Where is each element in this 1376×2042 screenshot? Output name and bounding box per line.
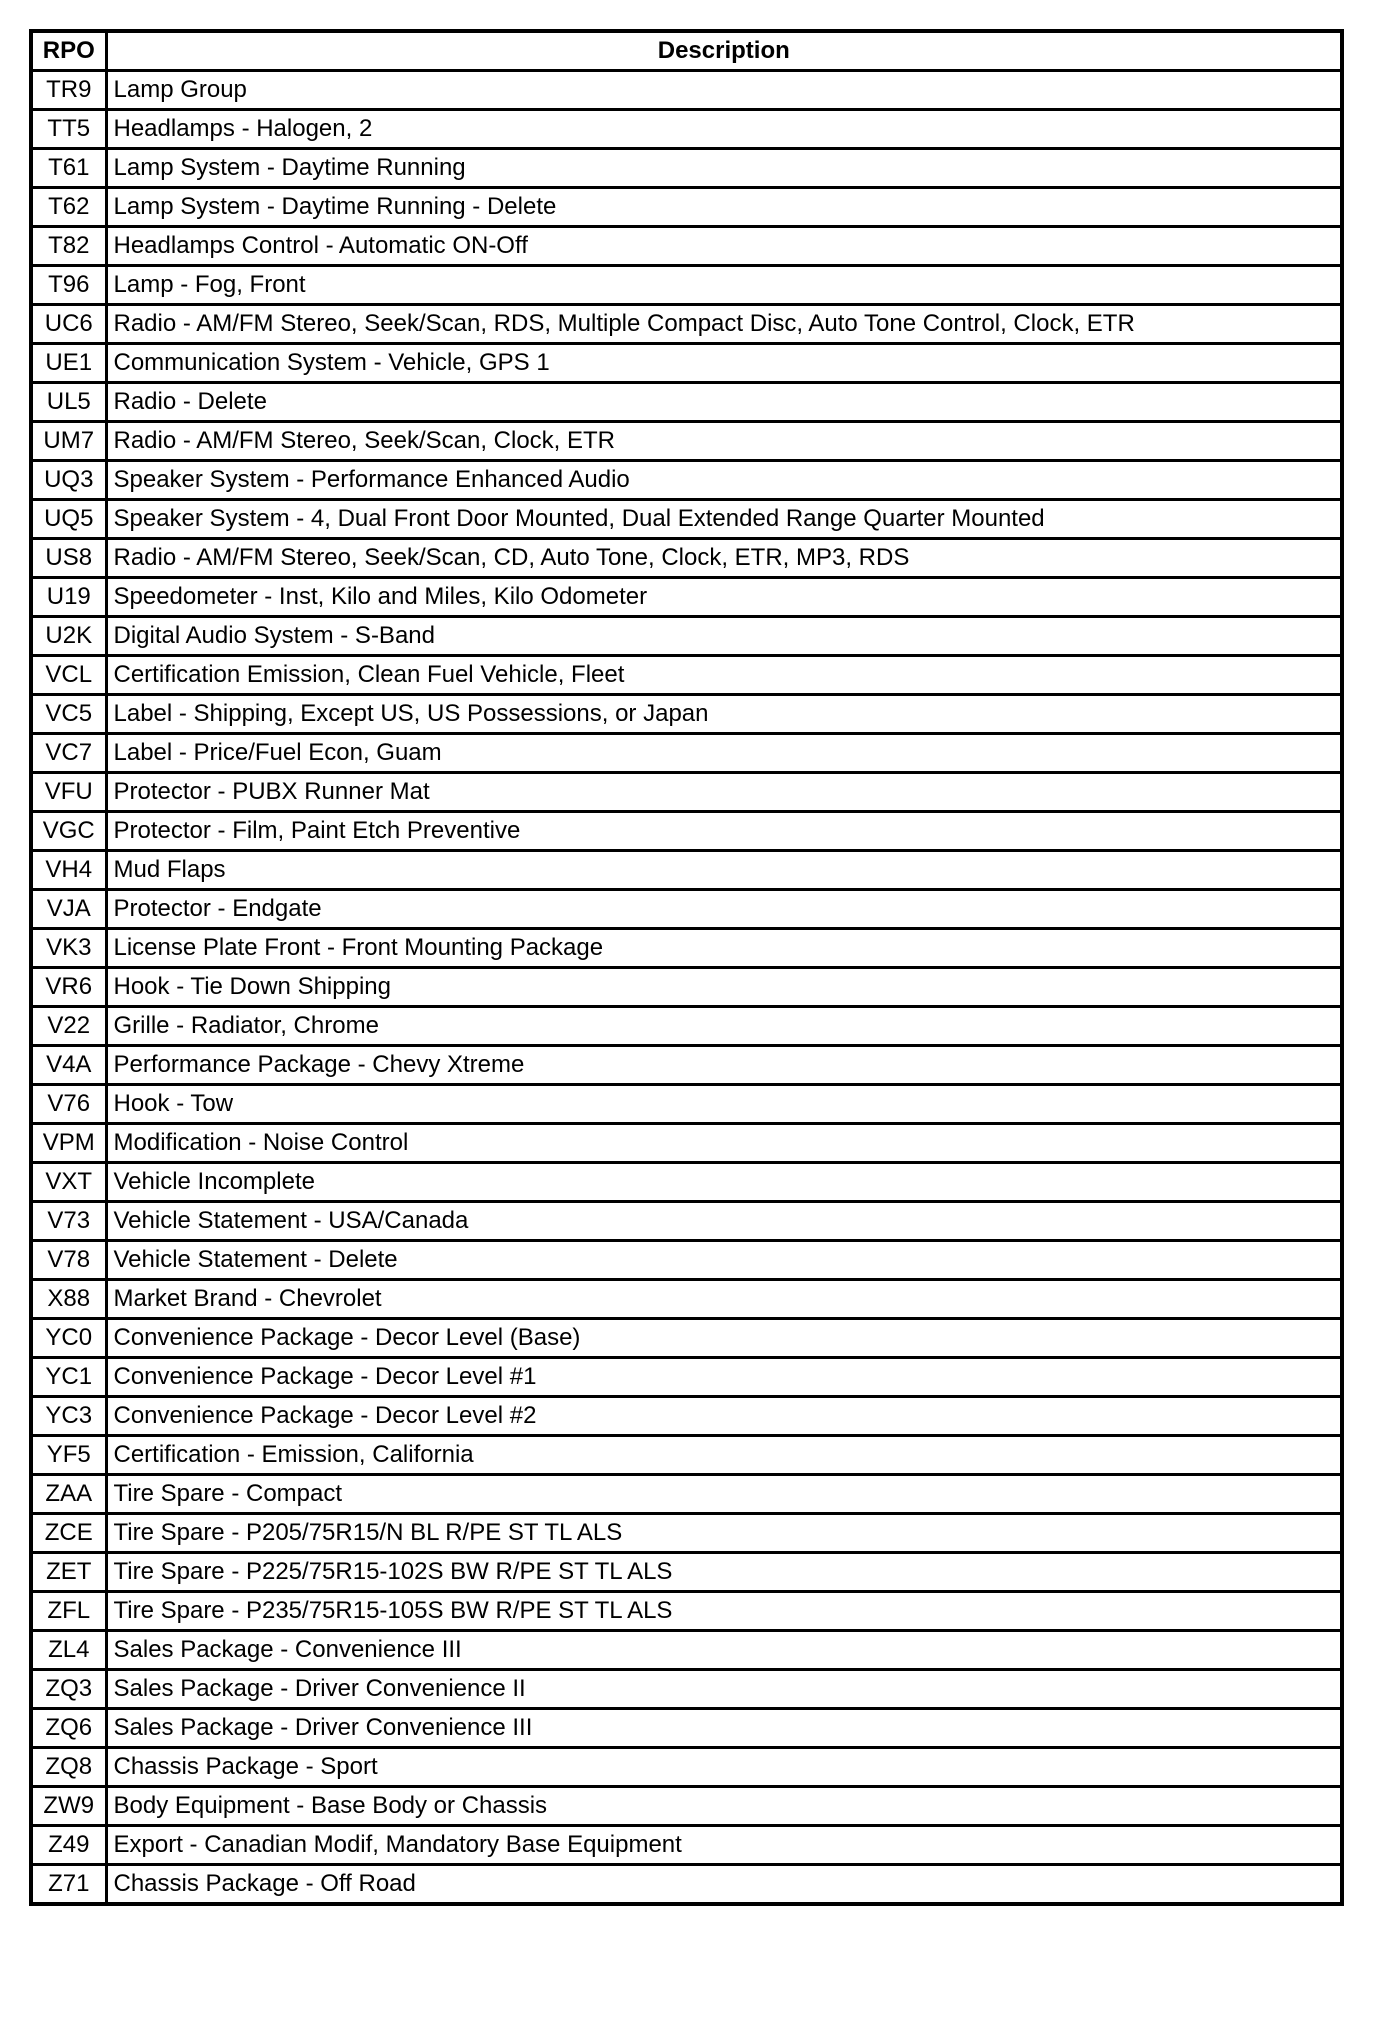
table-row xyxy=(31,1709,1342,1748)
description-cell: Speaker System - Performance Enhanced Audio xyxy=(106,461,1342,500)
rpo-code-cell: TT5 xyxy=(31,110,106,149)
table-row xyxy=(31,461,1342,500)
table-row xyxy=(31,1007,1342,1046)
rpo-code-cell: VCL xyxy=(31,656,106,695)
table-row xyxy=(31,305,1342,344)
table-row xyxy=(31,227,1342,266)
description-cell: Radio - AM/FM Stereo, Seek/Scan, Clock, ETR xyxy=(106,422,1342,461)
table-row xyxy=(31,929,1342,968)
description-cell: Convenience Package - Decor Level #1 xyxy=(106,1358,1342,1397)
rpo-code-cell: T96 xyxy=(31,266,106,305)
description-cell: Radio - AM/FM Stereo, Seek/Scan, CD, Auto Tone, Clock, ETR, MP3, RDS xyxy=(106,539,1342,578)
rpo-code-cell: T62 xyxy=(31,188,106,227)
rpo-code-cell: VXT xyxy=(31,1163,106,1202)
description-cell: Lamp - Fog, Front xyxy=(106,266,1342,305)
description-cell: Vehicle Statement - USA/Canada xyxy=(106,1202,1342,1241)
table-row xyxy=(31,968,1342,1007)
table-row xyxy=(31,1241,1342,1280)
table-row xyxy=(31,1865,1342,1905)
description-cell: Vehicle Statement - Delete xyxy=(106,1241,1342,1280)
header-row xyxy=(31,31,1342,71)
table-row xyxy=(31,812,1342,851)
rpo-code-cell: UM7 xyxy=(31,422,106,461)
table-row xyxy=(31,1514,1342,1553)
table-row xyxy=(31,890,1342,929)
description-cell: Market Brand - Chevrolet xyxy=(106,1280,1342,1319)
table-row xyxy=(31,1124,1342,1163)
table-row xyxy=(31,1319,1342,1358)
rpo-code-cell: ZQ6 xyxy=(31,1709,106,1748)
table-row xyxy=(31,149,1342,188)
table-row xyxy=(31,617,1342,656)
description-cell: Export - Canadian Modif, Mandatory Base Equipment xyxy=(106,1826,1342,1865)
table-row xyxy=(31,1553,1342,1592)
description-cell: Tire Spare - P205/75R15/N BL R/PE ST TL ALS xyxy=(106,1514,1342,1553)
table-row xyxy=(31,1436,1342,1475)
rpo-code-cell: UL5 xyxy=(31,383,106,422)
rpo-code-cell: T82 xyxy=(31,227,106,266)
table-row xyxy=(31,1631,1342,1670)
table-row xyxy=(31,188,1342,227)
rpo-code-cell: V73 xyxy=(31,1202,106,1241)
description-cell: Headlamps - Halogen, 2 xyxy=(106,110,1342,149)
description-cell: Tire Spare - P225/75R15-102S BW R/PE ST TL ALS xyxy=(106,1553,1342,1592)
table-row xyxy=(31,500,1342,539)
table-row xyxy=(31,578,1342,617)
rpo-code-cell: U19 xyxy=(31,578,106,617)
rpo-code-cell: ZQ8 xyxy=(31,1748,106,1787)
rpo-code-cell: ZET xyxy=(31,1553,106,1592)
rpo-code-cell: V76 xyxy=(31,1085,106,1124)
table-body xyxy=(31,71,1342,1905)
description-cell: Digital Audio System - S-Band xyxy=(106,617,1342,656)
rpo-code-cell: ZAA xyxy=(31,1475,106,1514)
description-cell: License Plate Front - Front Mounting Package xyxy=(106,929,1342,968)
table-row xyxy=(31,1280,1342,1319)
table-row xyxy=(31,1592,1342,1631)
table-row xyxy=(31,1358,1342,1397)
table-row xyxy=(31,1085,1342,1124)
table-row xyxy=(31,1475,1342,1514)
description-cell: Label - Price/Fuel Econ, Guam xyxy=(106,734,1342,773)
description-cell: Radio - Delete xyxy=(106,383,1342,422)
rpo-code-cell: ZQ3 xyxy=(31,1670,106,1709)
column-header-description: Description xyxy=(106,31,1342,71)
description-cell: Hook - Tow xyxy=(106,1085,1342,1124)
table-row xyxy=(31,1826,1342,1865)
table-row xyxy=(31,1787,1342,1826)
description-cell: Certification - Emission, California xyxy=(106,1436,1342,1475)
description-cell: Lamp System - Daytime Running xyxy=(106,149,1342,188)
table-row xyxy=(31,1163,1342,1202)
rpo-code-cell: V78 xyxy=(31,1241,106,1280)
rpo-code-cell: ZCE xyxy=(31,1514,106,1553)
rpo-code-cell: VH4 xyxy=(31,851,106,890)
rpo-code-cell: U2K xyxy=(31,617,106,656)
table-row xyxy=(31,71,1342,110)
table-row xyxy=(31,695,1342,734)
rpo-code-cell: UQ3 xyxy=(31,461,106,500)
description-cell: Chassis Package - Off Road xyxy=(106,1865,1342,1905)
rpo-code-cell: V22 xyxy=(31,1007,106,1046)
rpo-code-cell: TR9 xyxy=(31,71,106,110)
description-cell: Convenience Package - Decor Level (Base) xyxy=(106,1319,1342,1358)
table-row xyxy=(31,1748,1342,1787)
rpo-code-cell: T61 xyxy=(31,149,106,188)
description-cell: Lamp System - Daytime Running - Delete xyxy=(106,188,1342,227)
rpo-code-cell: YC1 xyxy=(31,1358,106,1397)
table-row xyxy=(31,656,1342,695)
table-row xyxy=(31,344,1342,383)
rpo-code-cell: UE1 xyxy=(31,344,106,383)
description-cell: Communication System - Vehicle, GPS 1 xyxy=(106,344,1342,383)
description-cell: Headlamps Control - Automatic ON-Off xyxy=(106,227,1342,266)
table-row xyxy=(31,422,1342,461)
rpo-code-cell: VGC xyxy=(31,812,106,851)
rpo-code-cell: US8 xyxy=(31,539,106,578)
description-cell: Lamp Group xyxy=(106,71,1342,110)
rpo-code-cell: UC6 xyxy=(31,305,106,344)
rpo-code-cell: ZW9 xyxy=(31,1787,106,1826)
rpo-code-cell: X88 xyxy=(31,1280,106,1319)
table-row xyxy=(31,1397,1342,1436)
rpo-code-cell: ZFL xyxy=(31,1592,106,1631)
description-cell: Hook - Tie Down Shipping xyxy=(106,968,1342,1007)
description-cell: Sales Package - Driver Convenience II xyxy=(106,1670,1342,1709)
table-row xyxy=(31,1046,1342,1085)
table-row xyxy=(31,110,1342,149)
column-header-rpo: RPO xyxy=(31,31,106,71)
description-cell: Body Equipment - Base Body or Chassis xyxy=(106,1787,1342,1826)
description-cell: Performance Package - Chevy Xtreme xyxy=(106,1046,1342,1085)
description-cell: Speaker System - 4, Dual Front Door Mounted, Dual Extended Range Quarter Mounted xyxy=(106,500,1342,539)
table-row xyxy=(31,1202,1342,1241)
rpo-code-cell: ZL4 xyxy=(31,1631,106,1670)
rpo-code-cell: VK3 xyxy=(31,929,106,968)
description-cell: Modification - Noise Control xyxy=(106,1124,1342,1163)
rpo-code-cell: V4A xyxy=(31,1046,106,1085)
rpo-code-cell: VC7 xyxy=(31,734,106,773)
description-cell: Convenience Package - Decor Level #2 xyxy=(106,1397,1342,1436)
rpo-code-cell: YF5 xyxy=(31,1436,106,1475)
table-header xyxy=(31,31,1342,71)
description-cell: Tire Spare - Compact xyxy=(106,1475,1342,1514)
table-row xyxy=(31,539,1342,578)
description-cell: Sales Package - Convenience III xyxy=(106,1631,1342,1670)
description-cell: Chassis Package - Sport xyxy=(106,1748,1342,1787)
rpo-code-cell: VR6 xyxy=(31,968,106,1007)
table-row xyxy=(31,773,1342,812)
rpo-code-cell: YC3 xyxy=(31,1397,106,1436)
rpo-code-cell: UQ5 xyxy=(31,500,106,539)
description-cell: Protector - Endgate xyxy=(106,890,1342,929)
description-cell: Certification Emission, Clean Fuel Vehicle, Fleet xyxy=(106,656,1342,695)
rpo-code-cell: VFU xyxy=(31,773,106,812)
rpo-code-cell: VJA xyxy=(31,890,106,929)
description-cell: Protector - Film, Paint Etch Preventive xyxy=(106,812,1342,851)
rpo-code-cell: VC5 xyxy=(31,695,106,734)
description-cell: Grille - Radiator, Chrome xyxy=(106,1007,1342,1046)
description-cell: Vehicle Incomplete xyxy=(106,1163,1342,1202)
description-cell: Protector - PUBX Runner Mat xyxy=(106,773,1342,812)
table-row xyxy=(31,851,1342,890)
rpo-code-cell: YC0 xyxy=(31,1319,106,1358)
table-row xyxy=(31,383,1342,422)
description-cell: Mud Flaps xyxy=(106,851,1342,890)
rpo-code-cell: Z71 xyxy=(31,1865,106,1905)
rpo-table xyxy=(29,29,1344,1906)
table-row xyxy=(31,1670,1342,1709)
table-row xyxy=(31,734,1342,773)
rpo-code-cell: VPM xyxy=(31,1124,106,1163)
description-cell: Speedometer - Inst, Kilo and Miles, Kilo Odometer xyxy=(106,578,1342,617)
description-cell: Tire Spare - P235/75R15-105S BW R/PE ST TL ALS xyxy=(106,1592,1342,1631)
description-cell: Radio - AM/FM Stereo, Seek/Scan, RDS, Multiple Compact Disc, Auto Tone Control, Clock, ETR xyxy=(106,305,1342,344)
description-cell: Label - Shipping, Except US, US Possessions, or Japan xyxy=(106,695,1342,734)
description-cell: Sales Package - Driver Convenience III xyxy=(106,1709,1342,1748)
table-row xyxy=(31,266,1342,305)
rpo-code-cell: Z49 xyxy=(31,1826,106,1865)
